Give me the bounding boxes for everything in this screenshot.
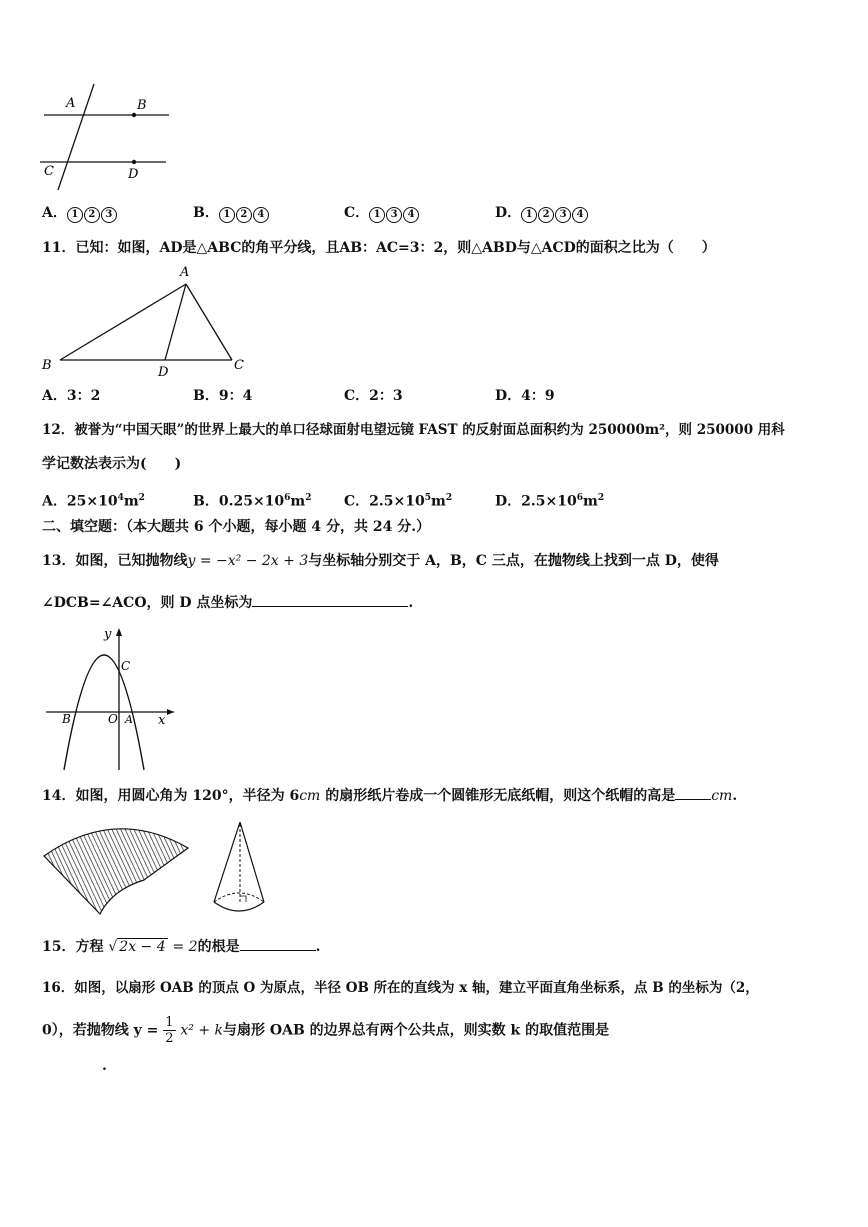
circled-number: 4 [572,207,588,223]
option-base: 0.25×10 [218,493,285,510]
q11-option-a: A．3：2 [42,388,101,404]
option-base: 2.5×10 [369,493,425,510]
option-exp: 5 [424,493,431,503]
option-exp: 6 [576,493,583,503]
option-unit: m [431,493,446,510]
circled-number: 3 [101,207,117,223]
label-B: B [137,98,147,113]
label-C: C [121,659,131,673]
option-unit-exp: 2 [305,493,312,503]
q12-option-d [495,488,604,512]
q16-line1: 16．如图，以扇形 OAB 的顶点 O 为原点，半径 OB 所在的直线为 x 轴，建立平面直角坐标系，点 B 的坐标为（2， [42,980,759,996]
figure-parallel-lines [36,80,176,195]
q10-option-d [495,203,589,223]
q13-end: . [408,595,414,611]
circled-number: 3 [386,207,402,223]
option-letter: B． [193,205,219,221]
q12-option-a [42,488,145,512]
q10-option-b [193,203,270,223]
circled-number: 1 [369,207,385,223]
circled-number: 1 [67,207,83,223]
circled-number: 4 [403,207,419,223]
label-x: x [158,713,166,728]
option-unit: m [290,493,306,510]
fraction-numerator: 1 [165,1015,174,1030]
circled-number: 2 [538,207,554,223]
label-C: C [234,358,244,373]
label-O: O [108,712,118,726]
q14-mid: 的扇形纸片卷成一个圆锥形无底纸帽，则这个纸帽的高是 [320,788,676,804]
circled-number: 1 [521,207,537,223]
q11-option-c: C．2：3 [344,388,403,404]
section-heading: 二、填空题：（本大题共 6 个小题，每小题 4 分，共 24 分.） [42,519,431,535]
option-unit-exp: 2 [138,493,145,503]
answer-blank[interactable] [240,936,316,951]
q16-line3: . [102,1058,107,1074]
circled-number: 3 [555,207,571,223]
option-base: 2.5×10 [521,493,577,510]
q15-post: 的根是 [197,939,240,955]
q11-option-b: B．9：4 [193,388,253,404]
q12-line1: 12．被誉为“中国天眼”的世界上最大的单口径球面射电望远镜 FAST 的反射面总面积约为 250000m²，则 250000 用科 [42,422,785,438]
figure-parabola [40,624,180,774]
q15-text [42,936,320,957]
circled-number: 2 [236,207,252,223]
q13-post: 与坐标轴分别交于 A，B，C 三点，在抛物线上找到一点 D，使得 [308,553,719,569]
q16-formula: x² + k [180,1022,224,1039]
option-unit-exp: 2 [597,493,605,503]
figure-triangle-abc [36,262,252,380]
option-unit: m [123,493,139,510]
q16-pre: 0），若抛物线 y = [42,1022,159,1039]
option-letter: D． [495,205,522,221]
label-B: B [42,358,52,373]
label-B: B [62,712,71,726]
q14-unit2: cm [711,788,733,804]
fraction-denominator: 2 [165,1031,174,1046]
option-exp: 4 [117,493,124,503]
q16-post: 与扇形 OAB 的边界总有两个公共点，则实数 k 的取值范围是 [223,1022,610,1039]
q10-option-c [344,203,420,223]
q13-line1 [42,551,719,571]
q14-end: . [732,788,738,804]
q15-eq: = 2 [172,939,198,955]
label-D: D [128,167,139,182]
q15-end: . [315,939,321,955]
label-y: y [104,627,112,642]
q15-radicand: 2x − 4 [119,939,166,955]
label-C: C [44,164,54,179]
option-letter: A． [42,205,67,221]
q10-option-a [42,203,118,223]
label-A: A [125,713,133,726]
option-letter: B． [193,493,219,510]
option-exp: 6 [284,493,291,503]
fraction-one-half [163,1015,175,1046]
option-letter: D． [495,493,522,510]
circled-number: 1 [219,207,235,223]
label-D: D [158,365,169,380]
figure-sector-and-cone [40,818,280,918]
option-unit-exp: 2 [445,493,453,503]
q12-option-c [344,488,452,512]
option-letter: A． [42,493,67,510]
q13-line2-text: ∠DCB=∠ACO，则 D 点坐标为 [42,595,253,611]
label-A: A [66,96,76,111]
q12-line2: 学记数法表示为( ) [42,456,182,472]
q13-formula: y = −x² − 2x + 3 [187,553,309,569]
option-base: 25×10 [66,493,118,510]
q14-text [42,785,737,806]
answer-blank[interactable] [252,592,408,607]
sqrt-expression: √ 2x − 4 [108,939,166,955]
label-A: A [180,265,190,280]
circled-number: 4 [253,207,269,223]
option-letter: C． [344,493,370,510]
q14-pre: 14．如图，用圆心角为 120°，半径为 6 [42,788,300,804]
q16-line2 [42,1015,609,1046]
q12-option-b [193,488,312,512]
q15-pre: 15．方程 [42,939,104,955]
q13-pre: 13．如图，已知抛物线 [42,553,188,569]
q14-unit1: cm [299,788,321,804]
q11-option-d: D．4：9 [495,388,555,404]
answer-blank[interactable] [675,785,711,800]
option-unit: m [582,493,598,510]
option-letter: C． [344,205,370,221]
q11-text: 11．已知：如图，AD是△ABC的角平分线，且AB：AC=3：2，则△ABD与△ACD的面积之比为（ ） [42,240,716,256]
circled-number: 2 [84,207,100,223]
q13-line2 [42,592,413,613]
